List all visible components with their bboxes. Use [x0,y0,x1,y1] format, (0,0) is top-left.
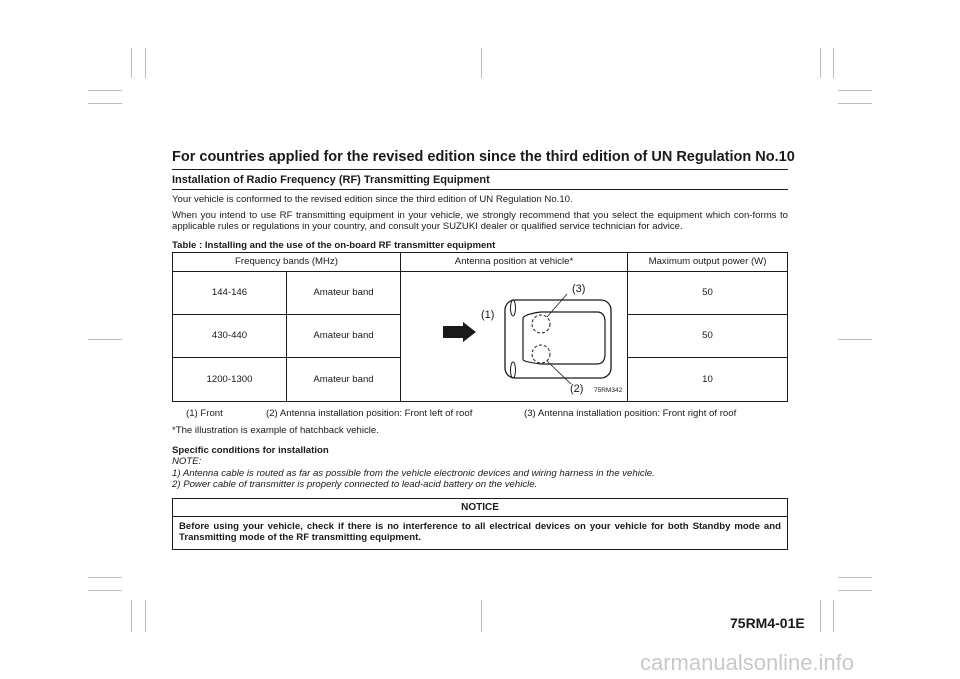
rf-equipment-table [172,252,788,402]
table-header-row [173,252,788,271]
vehicle-roof-outline [523,312,605,364]
band-cell: Amateur band [287,271,401,314]
table-row [173,271,788,314]
frequency-cell: 1200-1300 [173,358,287,401]
crop-mark [833,600,834,632]
antenna-position-front-left [532,345,550,363]
crop-mark [481,600,482,632]
header-frequency: Frequency bands (MHz) [173,252,401,271]
crop-mark [88,339,122,340]
diagram-label-1: (1) [481,308,495,321]
crop-mark [88,90,122,91]
front-arrow-icon [443,322,476,342]
document-code: 75RM4-01E [730,615,805,631]
crop-mark [481,48,482,78]
frequency-cell: 430-440 [173,314,287,357]
band-cell: Amateur band [287,358,401,401]
diagram-legend [172,402,788,420]
header-antenna-position: Antenna position at vehicle* [401,252,628,271]
antenna-diagram-cell [401,271,628,401]
diagram-label-3: (3) [572,282,586,295]
illustration-note: *The illustration is example of hatchback vehicle. [172,424,379,436]
condition-item-1: 1) Antenna cable is routed as far as possible from the vehicle electronic devices and wiring harness in the vehicle. [172,467,655,479]
crop-mark [145,48,146,78]
crop-mark [838,577,872,578]
crop-mark [131,48,132,78]
band-cell: Amateur band [287,314,401,357]
header-max-power: Maximum output power (W) [628,252,788,271]
crop-mark [833,48,834,78]
crop-mark [88,590,122,591]
table-caption: Table : Installing and the use of the on-board RF transmitter equipment [172,239,496,251]
leader-line-3 [547,294,567,317]
notice-body: Before using your vehicle, check if there is no interference to all electrical devices on your vehicle for both Standby mode and Transmitting mode of the RF transmitting equipment. [179,520,781,543]
condition-item-2: 2) Power cable of transmitter is properly connected to lead-acid battery on the vehicle. [172,479,538,490]
crop-mark [838,90,872,91]
notice-box [172,498,788,550]
intro-paragraph-2: When you intend to use RF transmitting equipment in your vehicle, we strongly recommend that you select the equipment which con-forms to applicable rules or regulations in your country, and consult your SUZUKI dealer or qualified service technician for advice. [172,209,788,232]
antenna-position-diagram [401,272,627,398]
note-label: NOTE: [172,456,202,467]
power-cell: 50 [628,271,788,314]
crop-mark [838,590,872,591]
legend-item-3: (3) Antenna installation position: Front right of roof [524,407,737,419]
legend-item-2: (2) Antenna installation position: Front left of roof [266,407,473,419]
antenna-position-front-right [532,315,550,333]
crop-mark [88,577,122,578]
frequency-cell: 144-146 [173,271,287,314]
manual-page [172,148,795,550]
crop-mark [820,48,821,78]
crop-mark [838,339,872,340]
notice-title: NOTICE [173,499,787,517]
mirror-left [511,362,516,378]
diagram-label-2: (2) [570,382,584,395]
crop-mark [145,600,146,632]
power-cell: 50 [628,314,788,357]
section-title: For countries applied for the revised edition since the third edition of UN Regulation No.10 [172,148,788,170]
intro-paragraph-1: Your vehicle is conformed to the revised edition since the third edition of UN Regulation No.10. [172,194,573,205]
power-cell: 10 [628,358,788,401]
crop-mark [820,600,821,632]
legend-item-1: (1) Front [186,407,223,419]
mirror-right [511,300,516,316]
conditions-title: Specific conditions for installation [172,445,329,456]
crop-mark [131,600,132,632]
watermark: carmanualsonline.info [640,650,855,675]
crop-mark [838,103,872,104]
crop-mark [88,103,122,104]
subsection-title: Installation of Radio Frequency (RF) Transmitting Equipment [172,173,788,190]
diagram-code: 75RM342 [594,386,623,394]
